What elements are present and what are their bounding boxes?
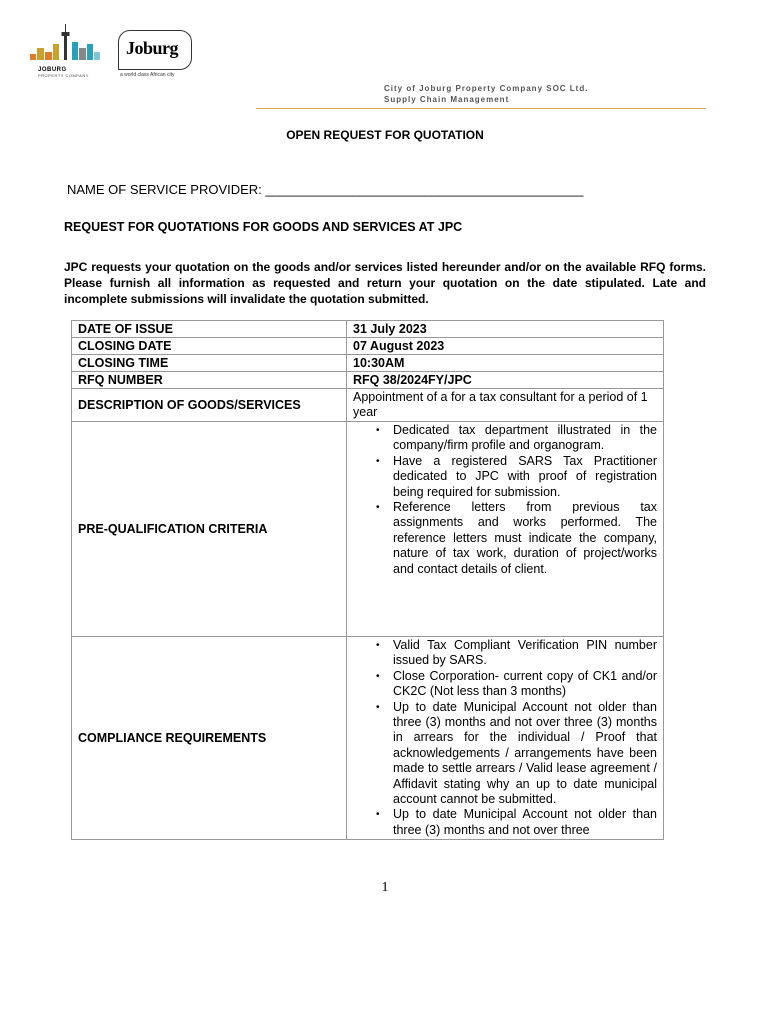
rfq-number-label: RFQ NUMBER [72, 372, 347, 389]
joburg-tagline: a world class African city [120, 72, 175, 78]
table-row [72, 355, 664, 372]
closing-date-value: 07 August 2023 [347, 338, 664, 355]
rfq-number-value: RFQ 38/2024FY/JPC [347, 372, 664, 389]
list-item: • Reference letters from previous tax assignments and works performed. The reference letters must indicate the company, nature of tax work, duration of project/works and contact details of client. [393, 500, 657, 577]
intro-paragraph: JPC requests your quotation on the goods and/or services listed hereunder and/or on the available RFQ forms. Please furnish all information as requested and return your quotation on the date stipulated. Late and incomplete submissions will invalidate the quotation submitted. [64, 260, 706, 306]
description-label: DESCRIPTION OF GOODS/SERVICES [72, 389, 347, 422]
date-of-issue-value: 31 July 2023 [347, 321, 664, 338]
company-name: City of Joburg Property Company SOC Ltd. [384, 84, 589, 93]
jpc-logo-name: JOBURG [38, 67, 67, 73]
table-row [72, 389, 664, 422]
closing-time-label: CLOSING TIME [72, 355, 347, 372]
service-provider-field: NAME OF SERVICE PROVIDER: ____________________________________________ [67, 182, 584, 197]
page-number: 1 [381, 880, 389, 895]
description-value: Appointment of a for a tax consultant for a period of 1 year [347, 389, 664, 422]
table-row [72, 637, 664, 840]
closing-date-label: CLOSING DATE [72, 338, 347, 355]
list-item: • Up to date Municipal Account not older than three (3) months and not over three [393, 807, 657, 838]
company-header [384, 83, 588, 105]
document-title: OPEN REQUEST FOR QUOTATION [286, 128, 484, 142]
list-item: • Dedicated tax department illustrated in the company/firm profile and organogram. [393, 423, 657, 454]
closing-time-value: 10:30AM [347, 355, 664, 372]
header-divider [256, 108, 706, 109]
table-row [72, 422, 664, 637]
table-row [72, 372, 664, 389]
list-item: • Valid Tax Compliant Verification PIN number issued by SARS. [393, 638, 657, 669]
list-item: • Have a registered SARS Tax Practitioner dedicated to JPC with proof of registration being required for submission. [393, 454, 657, 500]
joburg-logo-text: Joburg [126, 38, 179, 58]
list-item: • Close Corporation- current copy of CK1 and/or CK2C (Not less than 3 months) [393, 669, 657, 700]
compliance-label: COMPLIANCE REQUIREMENTS [72, 637, 347, 840]
jpc-logo-subtitle: PROPERTY COMPANY [38, 73, 89, 78]
compliance-requirements [347, 637, 664, 840]
prequalification-label: PRE-QUALIFICATION CRITERIA [72, 422, 347, 637]
table-row [72, 321, 664, 338]
prequalification-criteria [347, 422, 664, 637]
section-heading: REQUEST FOR QUOTATIONS FOR GOODS AND SERVICES AT JPC [64, 220, 463, 234]
date-of-issue-label: DATE OF ISSUE [72, 321, 347, 338]
table-row [72, 338, 664, 355]
department-name: Supply Chain Management [384, 95, 510, 104]
rfq-details-table [71, 320, 664, 840]
list-item: • Up to date Municipal Account not older than three (3) months and not over three (3) months in arrears for the individual / Proof that acknowledgements / arrangements have been made to settle arrears / Valid lease agreement / Affidavit stating why an up to date municipal account cannot be submitted. [393, 700, 657, 808]
